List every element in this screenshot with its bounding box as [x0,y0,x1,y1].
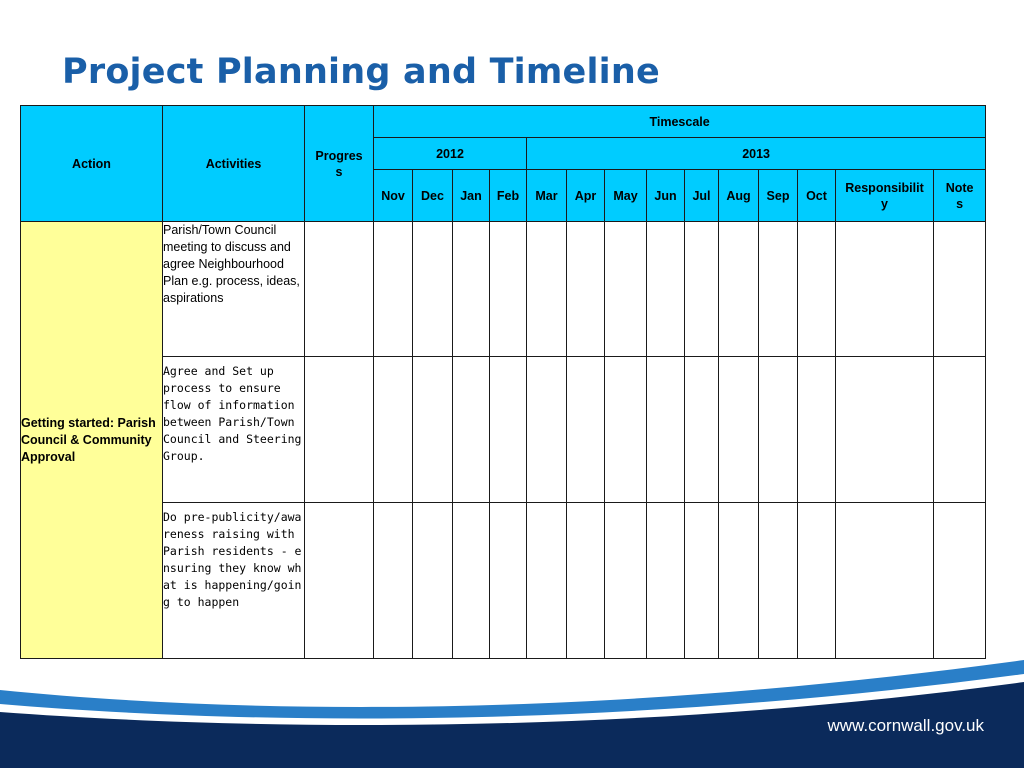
cell-jun[interactable] [647,357,685,503]
cell-apr[interactable] [567,503,605,659]
header-month-jan: Jan [453,170,490,222]
cell-jun[interactable] [647,503,685,659]
cell-sep[interactable] [759,222,798,357]
table-row [21,222,986,357]
cell-responsibility[interactable] [836,503,934,659]
header-month-dec: Dec [413,170,453,222]
cell-notes[interactable] [934,503,986,659]
cell-notes[interactable] [934,222,986,357]
planning-table [20,105,986,659]
header-year-2012: 2012 [374,138,527,170]
cell-sep[interactable] [759,357,798,503]
header-month-jul: Jul [685,170,719,222]
cell-apr[interactable] [567,222,605,357]
cell-jul[interactable] [685,357,719,503]
cell-jan[interactable] [453,503,490,659]
header-month-jun: Jun [647,170,685,222]
cell-feb[interactable] [490,222,527,357]
cell-nov[interactable] [374,222,413,357]
activity-council-meeting: Parish/Town Council meeting to discuss and agree Neighbourhood Plan e.g. process, ideas, aspirations [163,222,305,357]
cell-aug[interactable] [719,503,759,659]
header-year-2013: 2013 [527,138,986,170]
table-row [21,503,986,659]
cell-responsibility[interactable] [836,357,934,503]
header-action: Action [21,106,163,222]
cell-may[interactable] [605,503,647,659]
cell-dec[interactable] [413,357,453,503]
activity-set-up-process: Agree and Set up process to ensure flow of information between Parish/Town Council and Steering Group. [163,357,305,503]
page-title: Project Planning and Timeline [62,52,660,92]
footer-url[interactable]: www.cornwall.gov.uk [827,716,984,735]
header-notes: Notes [934,170,986,222]
cell-nov[interactable] [374,503,413,659]
cell-nov[interactable] [374,357,413,503]
header-month-feb: Feb [490,170,527,222]
cell-jan[interactable] [453,222,490,357]
header-timescale: Timescale [374,106,986,138]
cell-oct[interactable] [798,222,836,357]
header-month-sep: Sep [759,170,798,222]
cell-jul[interactable] [685,503,719,659]
cell-apr[interactable] [567,357,605,503]
cell-feb[interactable] [490,503,527,659]
header-month-oct: Oct [798,170,836,222]
header-month-mar: Mar [527,170,567,222]
cell-dec[interactable] [413,503,453,659]
cell-may[interactable] [605,222,647,357]
cell-may[interactable] [605,357,647,503]
cell-aug[interactable] [719,357,759,503]
cell-oct[interactable] [798,357,836,503]
cell-responsibility[interactable] [836,222,934,357]
cell-feb[interactable] [490,357,527,503]
cell-oct[interactable] [798,503,836,659]
progress-cell[interactable] [305,503,374,659]
cell-sep[interactable] [759,503,798,659]
footer-wave-banner [0,660,1024,768]
header-month-nov: Nov [374,170,413,222]
cell-mar[interactable] [527,503,567,659]
cell-jul[interactable] [685,222,719,357]
header-activities: Activities [163,106,305,222]
header-responsibility: Responsibility [836,170,934,222]
header-month-aug: Aug [719,170,759,222]
cell-notes[interactable] [934,357,986,503]
cell-dec[interactable] [413,222,453,357]
progress-cell[interactable] [305,357,374,503]
cell-aug[interactable] [719,222,759,357]
activity-pre-publicity: Do pre-publicity/awareness raising with Parish residents - ensuring they know what is happening/going to happen [163,503,305,659]
header-progress: Progress [305,106,374,222]
cell-mar[interactable] [527,222,567,357]
cell-jan[interactable] [453,357,490,503]
header-month-may: May [605,170,647,222]
progress-cell[interactable] [305,222,374,357]
table-row [21,357,986,503]
header-month-apr: Apr [567,170,605,222]
cell-jun[interactable] [647,222,685,357]
action-getting-started: Getting started: Parish Council & Community Approval [21,222,163,659]
cell-mar[interactable] [527,357,567,503]
